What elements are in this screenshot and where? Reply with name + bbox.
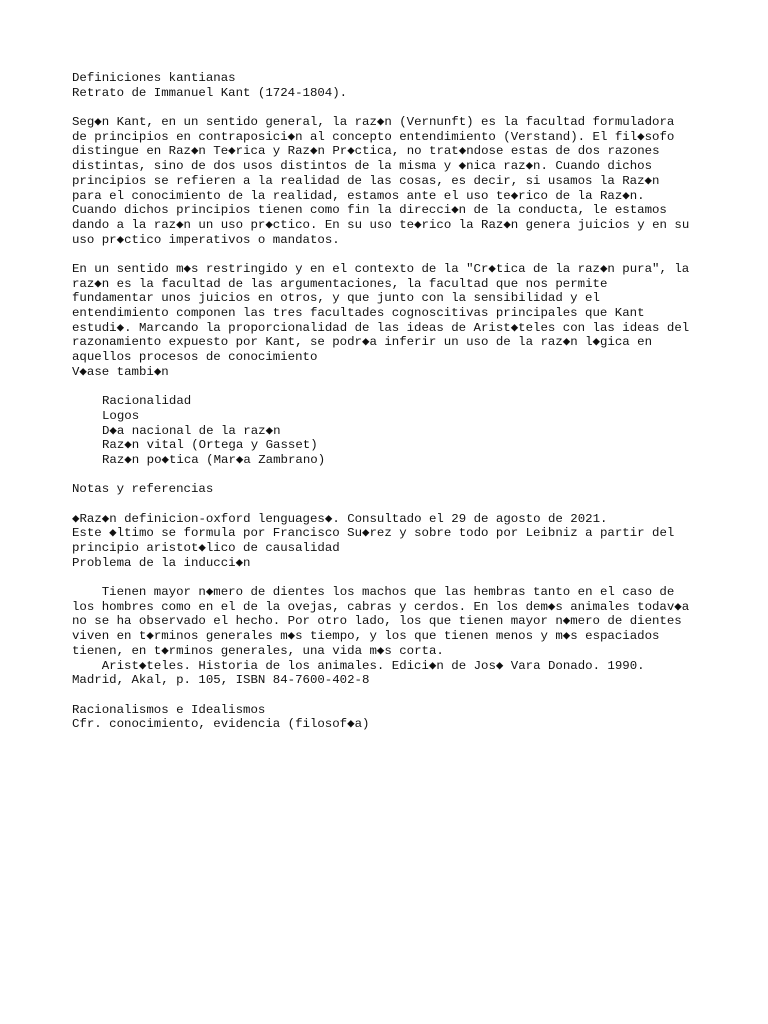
paragraph-reason-definition [72, 115, 712, 247]
text-line: para el conocimiento de la realidad, estamos ante el uso te◆rico de la Raz◆n. [72, 188, 645, 203]
text-line: En un sentido m◆s restringido y en el contexto de la "Cr◆tica de la raz◆n pura", la [72, 261, 690, 276]
spacer [72, 379, 712, 394]
spacer [72, 497, 712, 512]
list-item: Racionalidad [102, 394, 192, 409]
spacer [72, 688, 712, 703]
text-line: Cuando dichos principios tienen como fin la direcci◆n de la conducta, le estamos [72, 203, 667, 218]
text-line: estudi◆. Marcando la proporcionalidad de las ideas de Arist◆teles con las ideas del [72, 320, 690, 335]
document-page [72, 71, 712, 732]
note-line: Este ◆ltimo se formula por Francisco Su◆rez y sobre todo por Leibniz a partir del [72, 526, 675, 541]
text-line: raz◆n es la facultad de las argumentaciones, la facultad que nos permite [72, 276, 608, 291]
text-line: uso pr◆ctico imperativos o mandatos. [72, 232, 340, 247]
quote-citation: Arist◆teles. Historia de los animales. Edici◆n de Jos◆ Vara Donado. 1990. [72, 658, 645, 673]
list-item: Raz◆n po◆tica (Mar◆a Zambrano) [102, 452, 326, 467]
text-line: distingue en Raz◆n Te◆rica y Raz◆n Pr◆ctica, no trat◆ndose estas de dos razones [72, 144, 660, 159]
list-item: D◆a nacional de la raz◆n [102, 423, 281, 438]
quote-line: viven en t◆rminos generales m◆s tiempo, y los que tienen menos y m◆s espaciados [72, 629, 660, 644]
doc-subtitle: Retrato de Immanuel Kant (1724-1804). [72, 85, 348, 100]
spacer [72, 247, 712, 262]
quote-citation: Madrid, Akal, p. 105, ISBN 84-7600-402-8 [72, 673, 370, 688]
quote-line: tienen, en t◆rminos generales, una vida m◆s corta. [72, 643, 444, 658]
text-line: dando a la raz◆n un uso pr◆ctico. En su uso te◆rico la Raz◆n genera juicios y en su [72, 217, 690, 232]
note-line: Problema de la inducci◆n [72, 555, 251, 570]
paragraph-restricted-sense [72, 262, 712, 380]
note-line: ◆Raz◆n definicion-oxford lenguages◆. Consultado el 29 de agosto de 2021. [72, 511, 608, 526]
text-line: Seg◆n Kant, en un sentido general, la raz◆n (Vernunft) es la facultad formuladora [72, 115, 675, 130]
footer-line: Cfr. conocimiento, evidencia (filosof◆a) [72, 717, 370, 732]
notes-list [72, 512, 712, 571]
text-line: distintas, sino de dos usos distintos de la misma y ◆nica raz◆n. Cuando dichos [72, 159, 653, 174]
list-item: Logos [102, 408, 140, 423]
text-line: de principios en contraposici◆n al concepto entendimiento (Verstand). El fil◆sofo [72, 129, 675, 144]
spacer [72, 100, 712, 115]
footer-block [72, 703, 712, 732]
doc-title: Definiciones kantianas [72, 71, 236, 85]
see-also-heading: V◆ase tambi◆n [72, 364, 169, 379]
notes-heading: Notas y referencias [72, 482, 214, 497]
text-line: principios se refieren a la realidad de las cosas, es decir, si usamos la Raz◆n [72, 173, 660, 188]
quote-block [72, 585, 712, 688]
quote-line: no se ha observado el hecho. Por otro lado, los que tienen mayor n◆mero de dientes [72, 614, 682, 629]
text-line: fundamentar unos juicios en otros, y que junto con la sensibilidad y el [72, 291, 600, 306]
quote-line: los hombres como en el de la ovejas, cabras y cerdos. En los dem◆s animales todav◆a [72, 599, 690, 614]
text-line: entendimiento componen las tres facultades cognoscitivas principales que Kant [72, 306, 645, 320]
spacer [72, 468, 712, 483]
list-item: Raz◆n vital (Ortega y Gasset) [102, 438, 318, 453]
text-line: razonamiento expuesto por Kant, se podr◆a inferir un uso de la raz◆n l◆gica en [72, 335, 653, 350]
text-line: aquellos procesos de conocimiento [72, 350, 318, 365]
quote-line: Tienen mayor n◆mero de dientes los machos que las hembras tanto en el caso de [72, 585, 675, 600]
see-also-list [72, 394, 712, 467]
footer-line: Racionalismos e Idealismos [72, 702, 266, 717]
spacer [72, 570, 712, 585]
note-line: principio aristot◆lico de causalidad [72, 541, 340, 555]
